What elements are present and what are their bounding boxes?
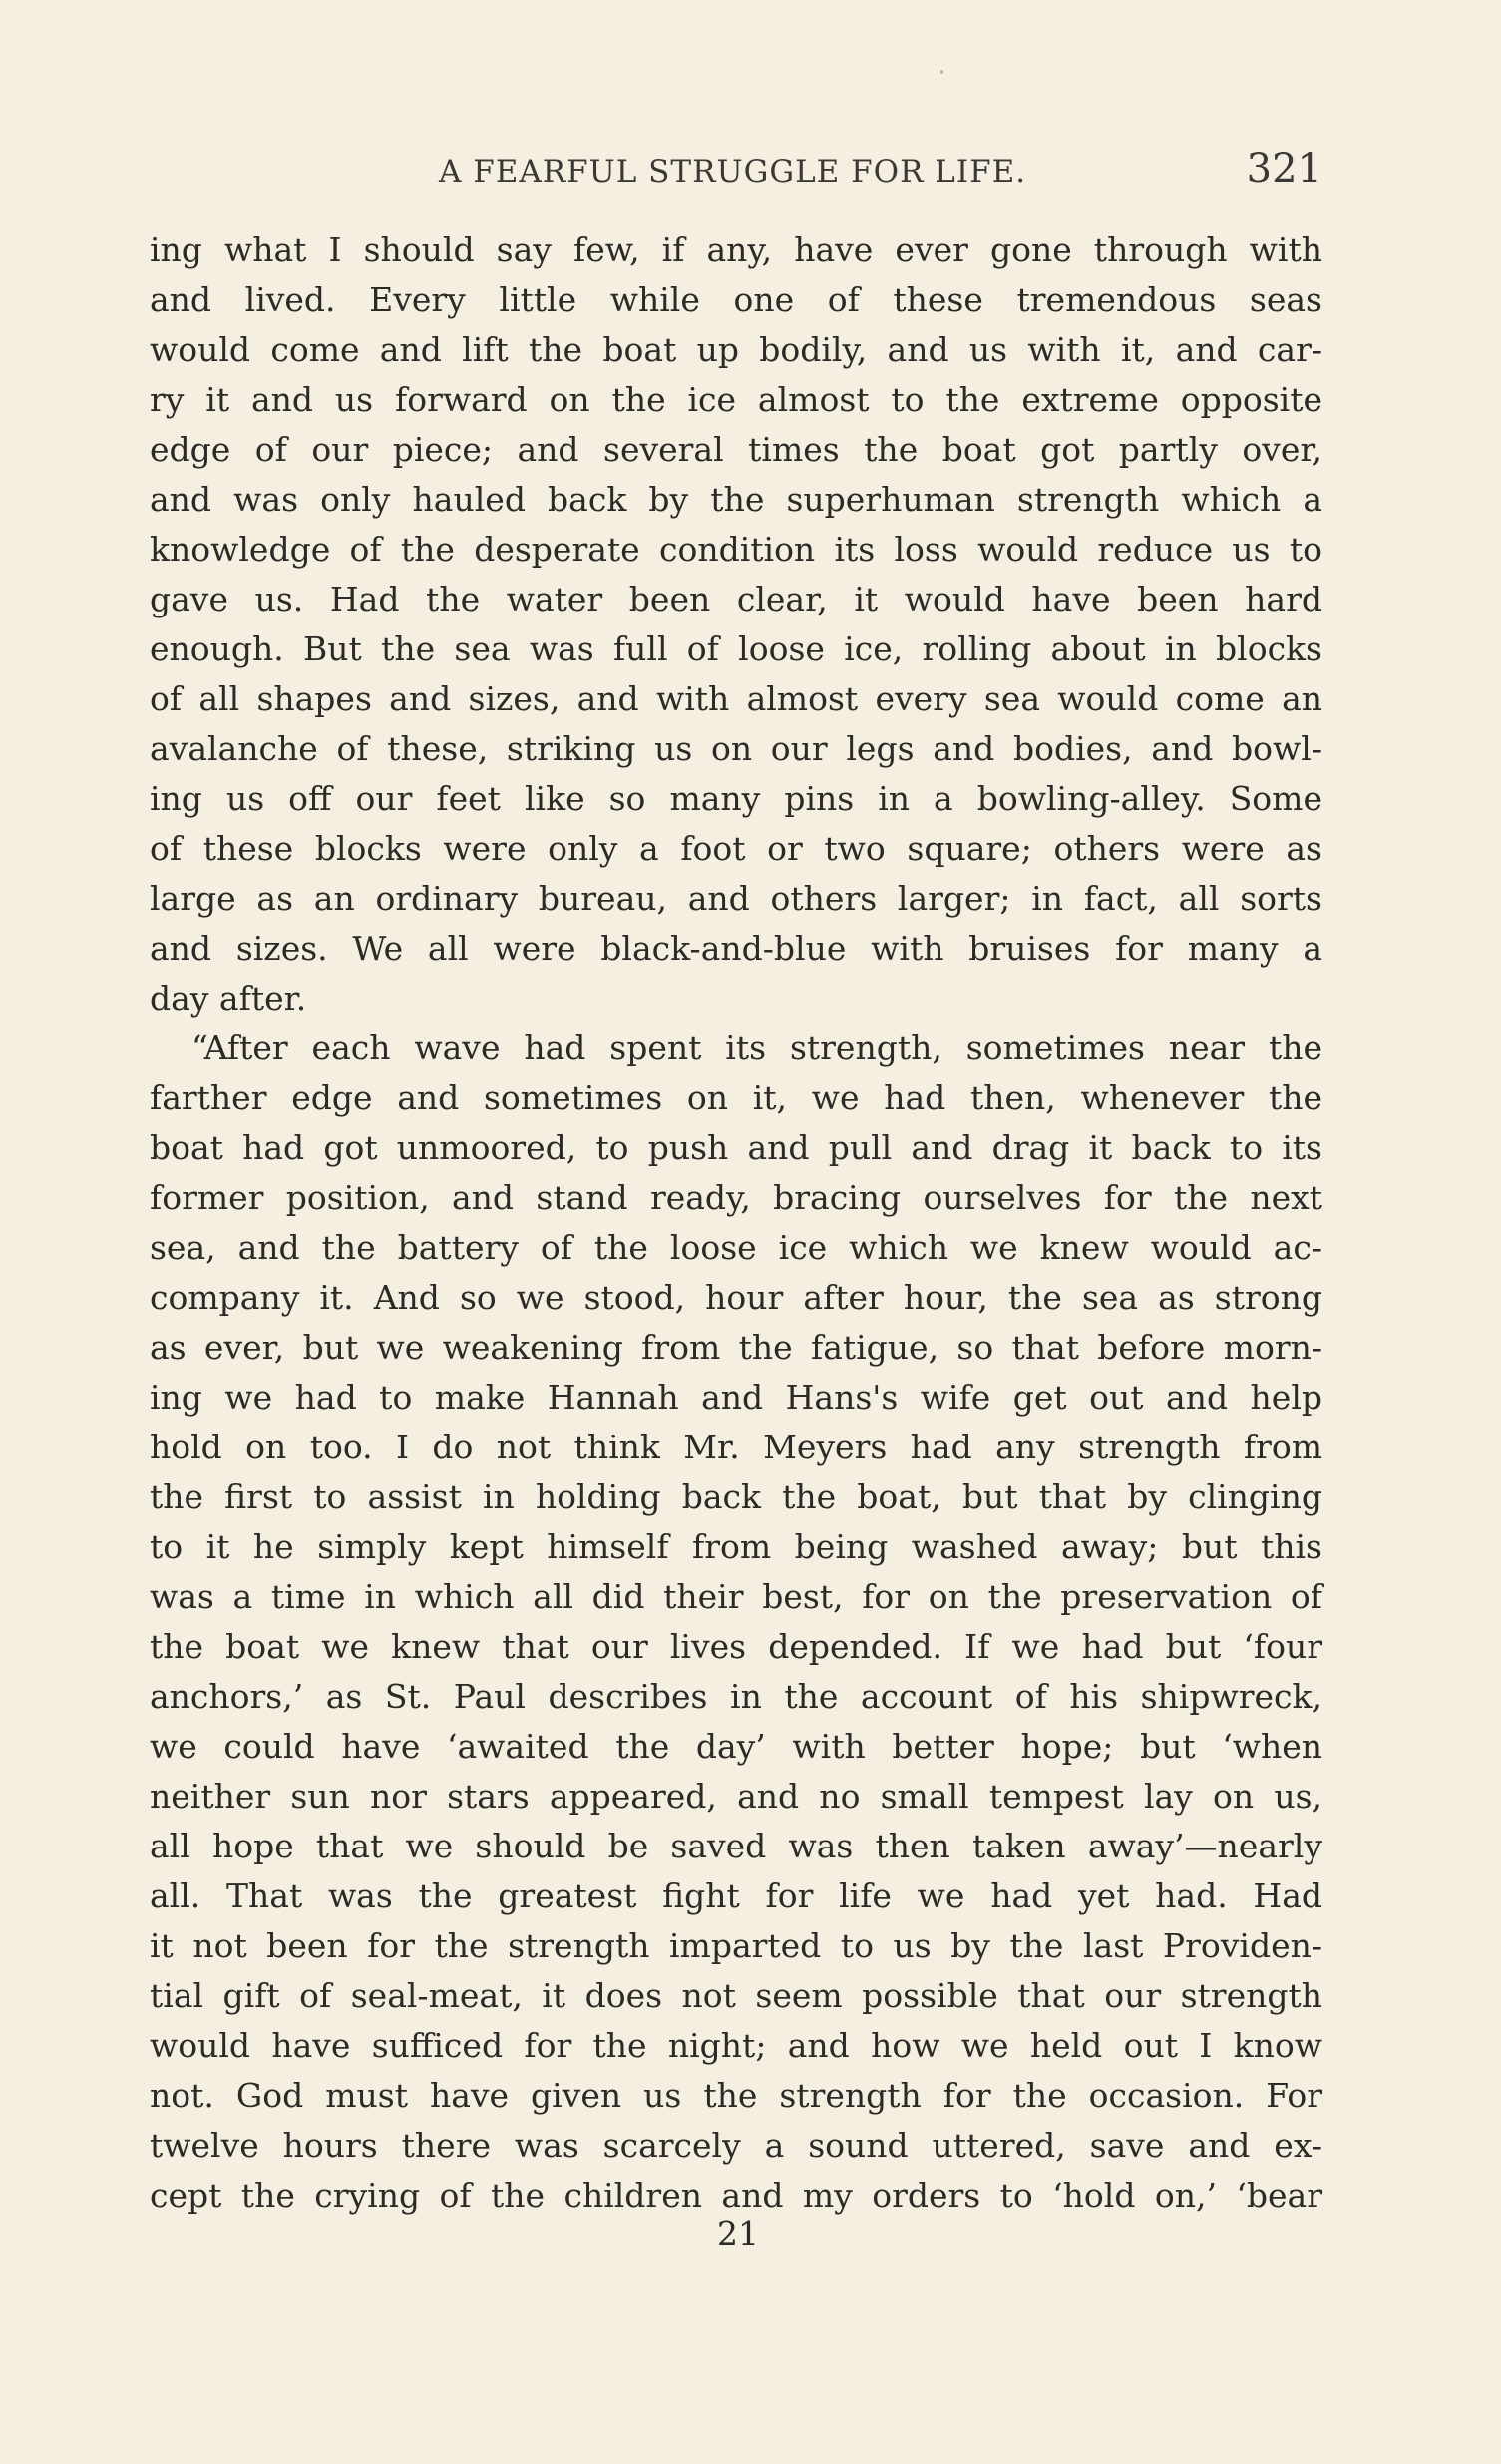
text-line: not. God must have given us the strength for the occasion. For [150,2076,1322,2115]
text-line: ing what I should say few, if any, have ever gone through with [150,230,1322,269]
text-line: ing us off our feet like so many pins in a bowling-alley. Some [150,779,1322,818]
text-line: ry it and us forward on the ice almost to the extreme opposite [150,380,1322,419]
text-line: and sizes. We all were black-and-blue with bruises for many a [150,929,1322,968]
text-line: tial gift of seal-meat, it does not seem possible that our strength [150,1976,1322,2015]
text-line: and was only hauled back by the superhuman strength which a [150,480,1322,519]
text-line: edge of our piece; and several times the boat got partly over, [150,430,1322,469]
running-head [150,146,1322,196]
text-line: ing we had to make Hannah and Hans's wife get out and help [150,1378,1322,1417]
text-line: it not been for the strength imparted to us by the last Providen- [150,1926,1322,1965]
running-head-title: A FEARFUL STRUGGLE FOR LIFE. [439,154,1027,190]
paper-speck [940,70,943,74]
text-line: and lived. Every little while one of these tremendous seas [150,280,1322,319]
text-line: twelve hours there was scarcely a sound uttered, save and ex- [150,2126,1322,2165]
text-line: avalanche of these, striking us on our legs and bodies, and bowl- [150,729,1322,768]
page-number: 321 [1246,146,1322,192]
text-line: gave us. Had the water been clear, it would have been hard [150,580,1322,618]
signature-mark: 21 [717,2214,759,2253]
text-line: the boat we knew that our lives depended. If we had but ‘four [150,1627,1322,1666]
body-text [150,225,1322,2221]
text-line: sea, and the battery of the loose ice which we knew would ac- [150,1228,1322,1267]
text-line: company it. And so we stood, hour after hour, the sea as strong [150,1278,1322,1317]
text-line: all. That was the greatest fight for life we had yet had. Had [150,1876,1322,1915]
text-line: hold on too. I do not think Mr. Meyers had any strength from [150,1428,1322,1466]
text-line: former position, and stand ready, bracing ourselves for the next [150,1178,1322,1217]
paragraph-end-line: day after. [150,979,307,1018]
text-line: would have sufficed for the night; and how we held out I know [150,2026,1322,2065]
text-line: would come and lift the boat up bodily, and us with it, and car- [150,330,1322,369]
text-line: cept the crying of the children and my orders to ‘hold on,’ ‘bear [150,2176,1322,2215]
text-line: of these blocks were only a foot or two square; others were as [150,829,1322,868]
text-line: all hope that we should be saved was then taken away’—nearly [150,1827,1322,1865]
text-line: the first to assist in holding back the boat, but that by clinging [150,1477,1322,1516]
text-line: boat had got unmoored, to push and pull and drag it back to its [150,1128,1322,1167]
text-line: farther edge and sometimes on it, we had then, whenever the [150,1078,1322,1117]
text-line: of all shapes and sizes, and with almost every sea would come an [150,679,1322,718]
paragraph-start-line: “After each wave had spent its strength, sometimes near the [191,1028,1322,1067]
text-line: enough. But the sea was full of loose ice, rolling about in blocks [150,629,1322,668]
text-line: was a time in which all did their best, for on the preservation of [150,1577,1322,1616]
text-line: to it he simply kept himself from being washed away; but this [150,1527,1322,1566]
text-line: anchors,’ as St. Paul describes in the account of his shipwreck, [150,1677,1322,1716]
text-line: as ever, but we weakening from the fatigue, so that before morn- [150,1328,1322,1367]
text-line: knowledge of the desperate condition its loss would reduce us to [150,530,1322,569]
text-line: we could have ‘awaited the day’ with better hope; but ‘when [150,1727,1322,1766]
text-line: neither sun nor stars appeared, and no small tempest lay on us, [150,1777,1322,1816]
text-line: large as an ordinary bureau, and others larger; in fact, all sorts [150,879,1322,918]
